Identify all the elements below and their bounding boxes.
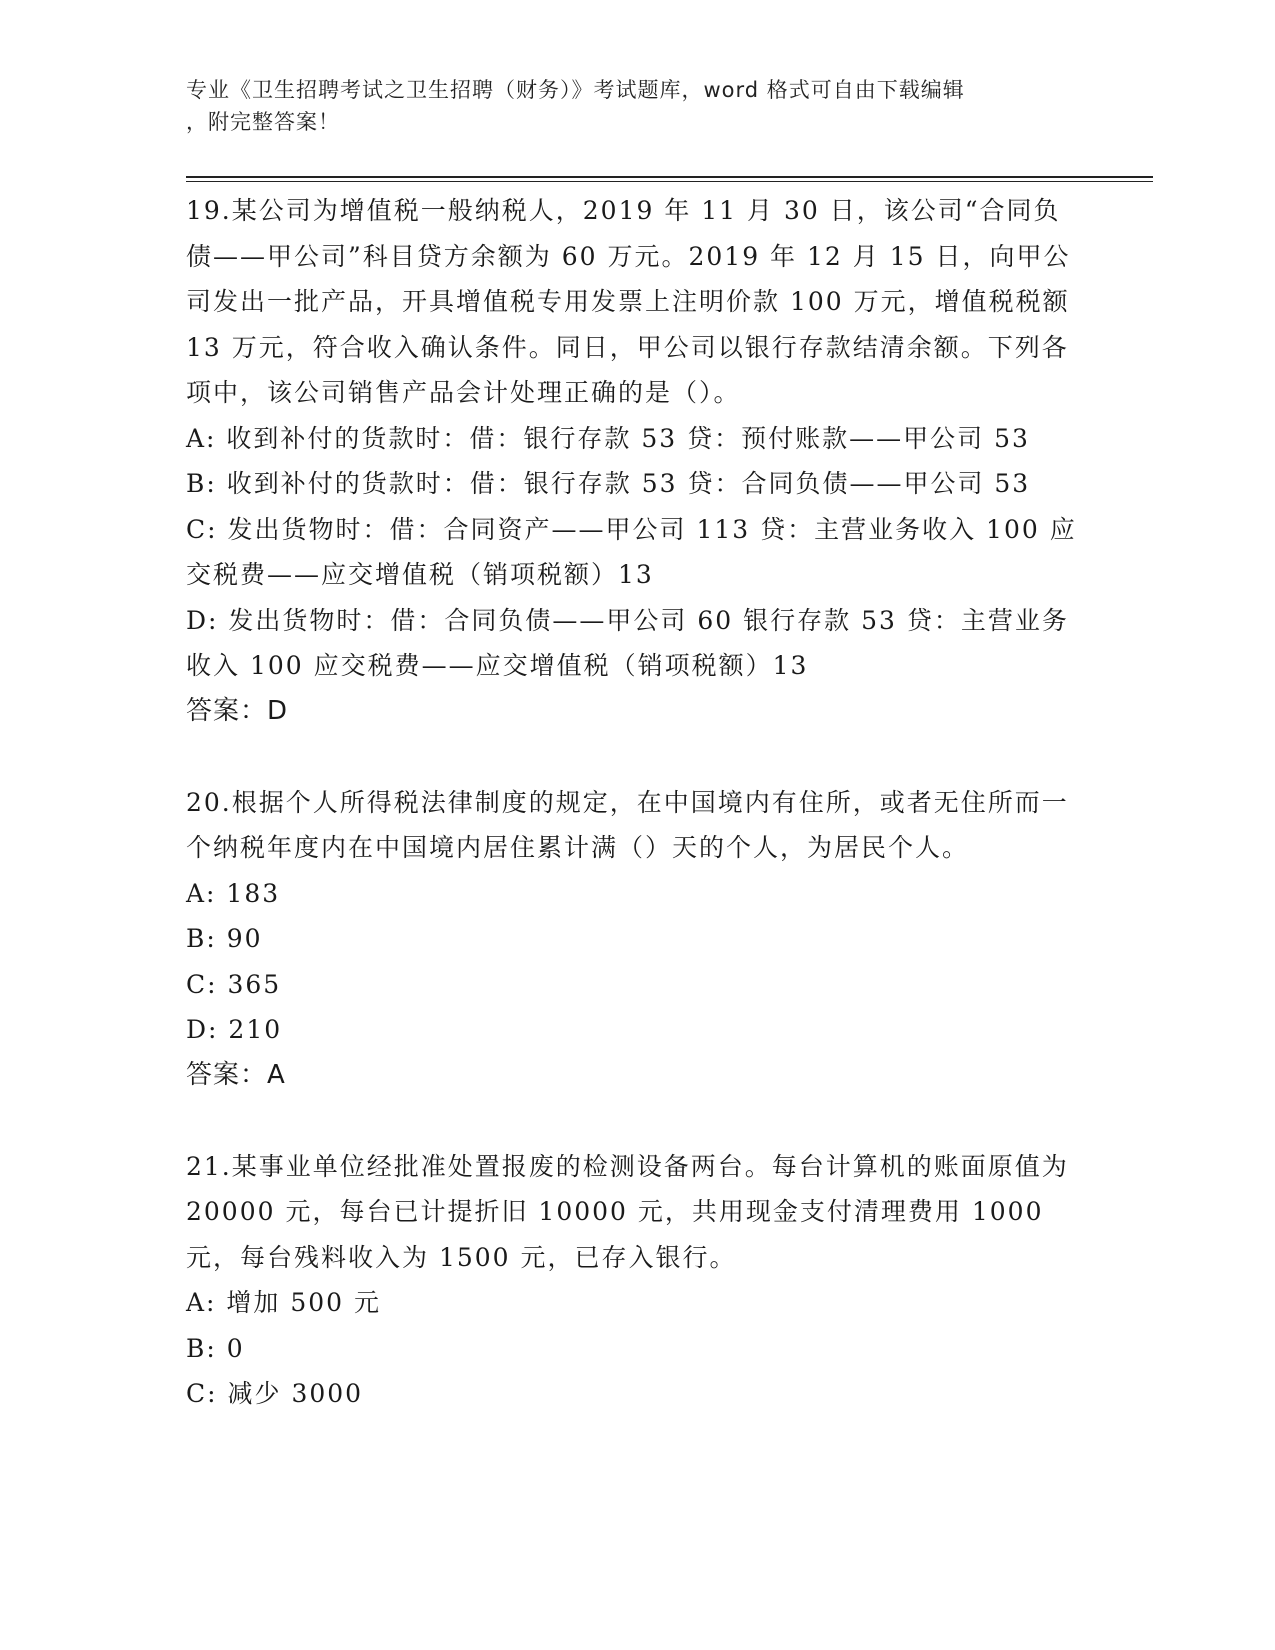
option-c: C: 发出货物时：借：合同资产——甲公司 113 贷：主营业务收入 100 应交税费——应交增值税（销项税额）13 [186,514,1077,589]
spacer [186,1098,1086,1144]
option-c: C: 365 [186,969,282,999]
option-a: A: 183 [186,878,281,908]
question-text: 21.某事业单位经批准处置报废的检测设备两台。每台计算机的账面原值为 20000 元，每台已计提折旧 10000 元，共用现金支付清理费用 1000 元，每台残料收入为 1500 元，已存入银行。 [186,1151,1069,1272]
question-list [186,188,1086,1417]
question-20 [186,780,1086,1099]
header-rule [186,176,1153,178]
header-line-2: ，附完整答案！ [186,110,340,134]
option-b: B: 0 [186,1333,245,1363]
option-a: A: 收到补付的货款时：借：银行存款 53 贷：预付账款——甲公司 53 [186,423,1030,453]
question-text: 19.某公司为增值税一般纳税人，2019 年 11 月 30 日，该公司“合同负债——甲公司”科目贷方余额为 60 万元。2019 年 12 月 15 日，向甲公司发出一批产品，开具增值税专用发票上注明价款 100 万元，增值税税额 13 万元，符合收入确认条件。同日，甲公司以银行存款结清余额。下列各项中，该公司销售产品会计处理正确的是（）。 [186,196,1071,407]
answer: 答案：A [186,1059,286,1090]
option-b: B: 收到补付的货款时：借：银行存款 53 贷：合同负债——甲公司 53 [186,469,1031,498]
option-a: A: 增加 500 元 [186,1288,382,1317]
document-header [186,74,1066,138]
question-text: 20.根据个人所得税法律制度的规定，在中国境内有住所，或者无住所而一个纳税年度内在中国境内居住累计满（）天的个人，为居民个人。 [186,787,1069,862]
option-b: B: 90 [186,924,263,953]
answer: 答案：D [186,695,289,726]
option-d: D: 发出货物时：借：合同负债——甲公司 60 银行存款 53 贷：主营业务收入 100 应交税费——应交增值税（销项税额）13 [186,605,1069,680]
question-21 [186,1144,1086,1417]
header-line-1: 专业《卫生招聘考试之卫生招聘（财务）》考试题库，word 格式可自由下载编辑 [186,78,965,102]
spacer [186,734,1086,780]
option-c: C: 减少 3000 [186,1379,364,1408]
option-d: D: 210 [186,1015,283,1044]
header-rule-secondary [186,181,1153,182]
question-19 [186,188,1086,734]
